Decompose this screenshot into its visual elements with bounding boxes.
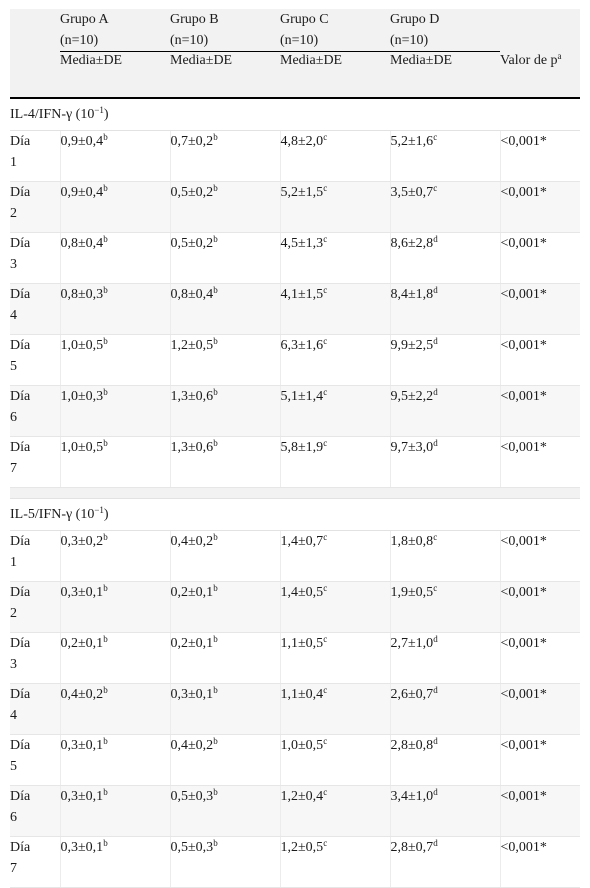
value-cell: 0,8±0,3$^b$: [60, 284, 170, 335]
table-row: [10, 437, 580, 488]
section-title: IL-5/IFN-γ $(10^{-1})$: [10, 499, 580, 531]
value-cell: 0,9±0,4$^b$: [60, 182, 170, 233]
table-row: [10, 582, 580, 633]
results-table: [10, 9, 580, 888]
value-cell: 4,1±1,5$^c$: [280, 284, 390, 335]
pvalue-cell: <0,001*: [500, 386, 580, 437]
value-cell: 0,2±0,1$^b$: [170, 582, 280, 633]
value-cell: 9,9±2,5$^d$: [390, 335, 500, 386]
table-row: [10, 531, 580, 582]
pvalue-cell: <0,001*: [500, 335, 580, 386]
stat-label: Media±DE: [280, 52, 390, 98]
pvalue-superscript: a: [557, 51, 562, 61]
value-cell: 1,4±0,5$^c$: [280, 582, 390, 633]
value-cell: 5,1±1,4$^c$: [280, 386, 390, 437]
value-cell: 6,3±1,6$^c$: [280, 335, 390, 386]
value-cell: 3,5±0,7$^c$: [390, 182, 500, 233]
pvalue-cell: <0,001*: [500, 284, 580, 335]
group-n: (n=10): [170, 33, 209, 48]
pvalue-label: Valor de p: [500, 53, 558, 68]
empty-corner-cell: [10, 52, 60, 98]
group-header-row: [10, 9, 580, 52]
day-cell: Día 1: [10, 131, 60, 182]
table-row: [10, 284, 580, 335]
table-row: [10, 735, 580, 786]
day-cell: Día 7: [10, 437, 60, 488]
day-cell: Día 2: [10, 582, 60, 633]
value-cell: 0,5±0,3$^b$: [170, 786, 280, 837]
group-n: (n=10): [60, 33, 99, 48]
group-a-header: [60, 9, 170, 52]
group-name: Grupo B: [170, 12, 219, 27]
value-cell: 5,2±1,6$^c$: [390, 131, 500, 182]
value-cell: 0,3±0,1$^b$: [60, 735, 170, 786]
table-row: [10, 684, 580, 735]
table-row: [10, 386, 580, 437]
pvalue-cell: <0,001*: [500, 582, 580, 633]
table-row: [10, 182, 580, 233]
value-cell: 1,9±0,5$^c$: [390, 582, 500, 633]
day-cell: Día 6: [10, 386, 60, 437]
section-title-row: [10, 499, 580, 531]
value-cell: 1,0±0,5$^c$: [280, 735, 390, 786]
stat-label: Media±DE: [390, 52, 500, 98]
value-cell: 1,0±0,5$^b$: [60, 335, 170, 386]
value-cell: 2,6±0,7$^d$: [390, 684, 500, 735]
value-cell: 1,3±0,6$^b$: [170, 437, 280, 488]
day-cell: Día 4: [10, 684, 60, 735]
value-cell: 1,2±0,4$^c$: [280, 786, 390, 837]
value-cell: 1,4±0,7$^c$: [280, 531, 390, 582]
empty-header-cell: [500, 9, 580, 52]
day-cell: Día 5: [10, 335, 60, 386]
group-d-header: [390, 9, 500, 52]
value-cell: 0,2±0,1$^b$: [60, 633, 170, 684]
pvalue-cell: <0,001*: [500, 735, 580, 786]
value-cell: 0,8±0,4$^b$: [60, 233, 170, 284]
empty-corner-cell: [10, 9, 60, 52]
group-name: Grupo A: [60, 12, 109, 27]
table-row: [10, 131, 580, 182]
value-cell: 9,7±3,0$^d$: [390, 437, 500, 488]
stat-label: Media±DE: [60, 52, 170, 98]
value-cell: 0,5±0,3$^b$: [170, 837, 280, 888]
value-cell: 8,4±1,8$^d$: [390, 284, 500, 335]
value-cell: 1,0±0,5$^b$: [60, 437, 170, 488]
table-row: [10, 335, 580, 386]
table-row: [10, 233, 580, 284]
value-cell: 5,2±1,5$^c$: [280, 182, 390, 233]
value-cell: 0,2±0,1$^b$: [170, 633, 280, 684]
table-row: [10, 837, 580, 888]
section-title-row: [10, 98, 580, 131]
group-name: Grupo C: [280, 12, 329, 27]
value-cell: 1,3±0,6$^b$: [170, 386, 280, 437]
pvalue-cell: <0,001*: [500, 786, 580, 837]
value-cell: 5,8±1,9$^c$: [280, 437, 390, 488]
value-cell: 0,4±0,2$^b$: [170, 735, 280, 786]
pvalue-cell: <0,001*: [500, 182, 580, 233]
value-cell: 2,8±0,7$^d$: [390, 837, 500, 888]
pvalue-cell: <0,001*: [500, 531, 580, 582]
pvalue-cell: <0,001*: [500, 837, 580, 888]
value-cell: 4,8±2,0$^c$: [280, 131, 390, 182]
value-cell: 2,8±0,8$^d$: [390, 735, 500, 786]
value-cell: 1,2±0,5$^c$: [280, 837, 390, 888]
value-cell: 8,6±2,8$^d$: [390, 233, 500, 284]
value-cell: 0,3±0,1$^b$: [170, 684, 280, 735]
day-cell: Día 3: [10, 633, 60, 684]
section-title: IL-4/IFN-γ $(10^{-1})$: [10, 98, 580, 131]
pvalue-cell: <0,001*: [500, 437, 580, 488]
day-cell: Día 7: [10, 837, 60, 888]
value-cell: 0,3±0,1$^b$: [60, 786, 170, 837]
day-cell: Día 2: [10, 182, 60, 233]
day-cell: Día 1: [10, 531, 60, 582]
value-cell: 0,4±0,2$^b$: [170, 531, 280, 582]
table-row: [10, 786, 580, 837]
value-cell: 0,4±0,2$^b$: [60, 684, 170, 735]
group-c-header: [280, 9, 390, 52]
table-row: [10, 633, 580, 684]
pvalue-cell: <0,001*: [500, 131, 580, 182]
pvalue-cell: <0,001*: [500, 633, 580, 684]
group-b-header: [170, 9, 280, 52]
group-n: (n=10): [280, 33, 319, 48]
value-cell: 4,5±1,3$^c$: [280, 233, 390, 284]
value-cell: 0,3±0,1$^b$: [60, 582, 170, 633]
value-cell: 0,8±0,4$^b$: [170, 284, 280, 335]
value-cell: 0,3±0,2$^b$: [60, 531, 170, 582]
value-cell: 0,9±0,4$^b$: [60, 131, 170, 182]
value-cell: 1,1±0,4$^c$: [280, 684, 390, 735]
value-cell: 1,1±0,5$^c$: [280, 633, 390, 684]
group-n: (n=10): [390, 33, 429, 48]
value-cell: 9,5±2,2$^d$: [390, 386, 500, 437]
group-name: Grupo D: [390, 12, 440, 27]
value-cell: 0,7±0,2$^b$: [170, 131, 280, 182]
pvalue-cell: <0,001*: [500, 684, 580, 735]
value-cell: 2,7±1,0$^d$: [390, 633, 500, 684]
day-cell: Día 3: [10, 233, 60, 284]
value-cell: 1,0±0,3$^b$: [60, 386, 170, 437]
value-cell: 0,5±0,2$^b$: [170, 233, 280, 284]
value-cell: 3,4±1,0$^d$: [390, 786, 500, 837]
day-cell: Día 4: [10, 284, 60, 335]
stat-label: Media±DE: [170, 52, 280, 98]
stat-header-row: [10, 52, 580, 98]
value-cell: 0,3±0,1$^b$: [60, 837, 170, 888]
value-cell: 0,5±0,2$^b$: [170, 182, 280, 233]
section-spacer: [10, 488, 580, 499]
day-cell: Día 5: [10, 735, 60, 786]
pvalue-header: [500, 52, 580, 98]
value-cell: 1,8±0,8$^c$: [390, 531, 500, 582]
value-cell: 1,2±0,5$^b$: [170, 335, 280, 386]
pvalue-cell: <0,001*: [500, 233, 580, 284]
day-cell: Día 6: [10, 786, 60, 837]
